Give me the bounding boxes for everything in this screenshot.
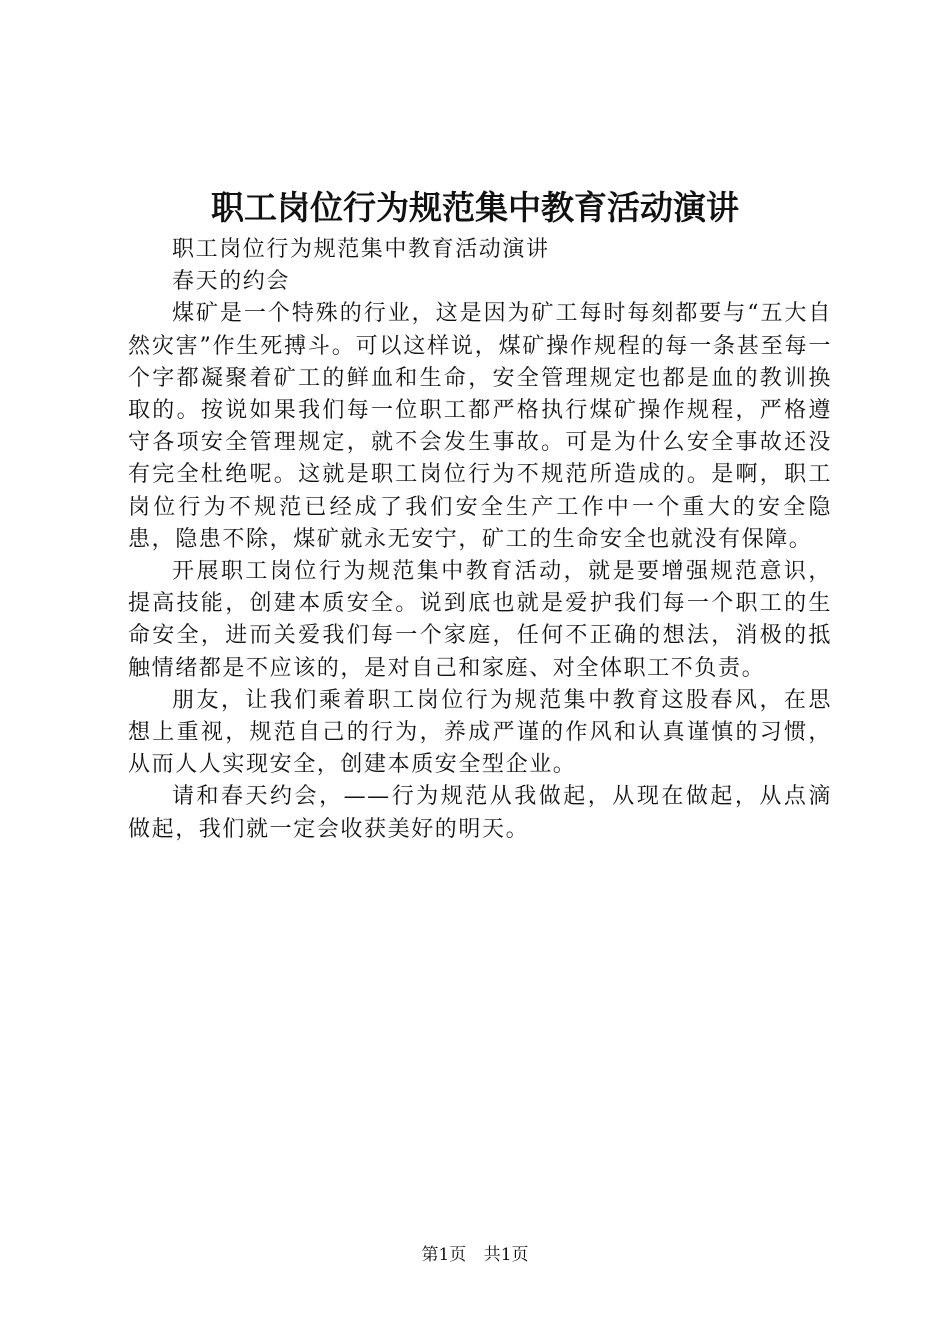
document-title: 职工岗位行为规范集中教育活动演讲: [211, 188, 739, 227]
paragraph-3: 朋友，让我们乘着职工岗位行为规范集中教育这股春风，在思想上重视，规范自己的行为，养成严谨的作风和认真谨慎的习惯，从而人人实现安全，创建本质安全型企业。: [128, 687, 832, 778]
subtitle-line: 职工岗位行为规范集中教育活动演讲: [172, 237, 550, 262]
page-total: 共1页: [483, 1245, 529, 1265]
document-body: [128, 234, 832, 846]
page-footer: [0, 1243, 950, 1267]
speech-title-line: 春天的约会: [172, 269, 291, 295]
paragraph-4: 请和春天约会，——行为规范从我做起，从现在做起，从点滴做起，我们就一定会收获美好的明天。: [128, 784, 832, 842]
paragraph-2: 开展职工岗位行为规范集中教育活动，就是要增强规范意识，提高技能，创建本质安全。说到底也就是爱护我们每一个职工的生命安全，进而关爱我们每一个家庭，任何不正确的想法，消极的抵触情绪都是不应该的，是对自己和家庭、对全体职工不负责。: [128, 559, 832, 681]
page-number: 第1页: [421, 1245, 467, 1265]
paragraph-1: 煤矿是一个特殊的行业，这是因为矿工每时每刻都要与“五大自然灾害”作生死搏斗。可以这样说，煤矿操作规程的每一条甚至每一个字都凝聚着矿工的鲜血和生命，安全管理规定也都是血的教训换取的。按说如果我们每一位职工都严格执行煤矿操作规程，严格遵守各项安全管理规定，就不会发生事故。可是为什么安全事故还没有完全杜绝呢。这就是职工岗位行为不规范所造成的。是啊，职工岗位行为不规范已经成了我们安全生产工作中一个重大的安全隐患，隐患不除，煤矿就永无安宁，矿工的生命安全也就没有保障。: [128, 301, 832, 552]
